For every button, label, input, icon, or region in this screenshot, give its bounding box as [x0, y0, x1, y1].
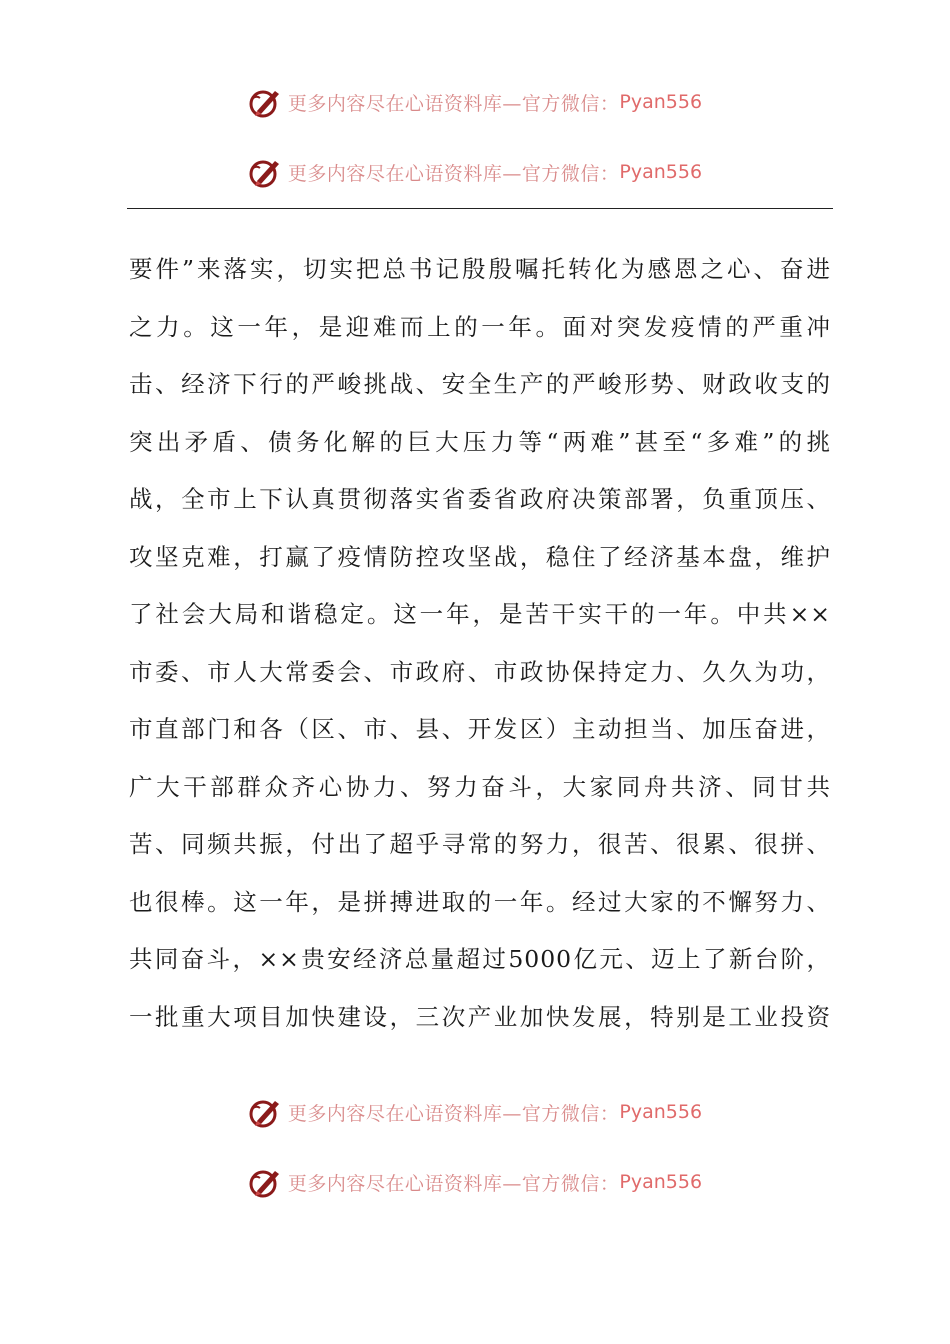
body-line: 共同奋斗，××贵安经济总量超过5000亿元、迈上了新台阶， — [129, 945, 831, 973]
banner-text: 更多内容尽在心语资料库—官方微信： — [287, 92, 620, 115]
banner-wechat-id: Pyan556 — [619, 161, 703, 183]
banner-wechat-id: Pyan556 — [619, 1171, 703, 1193]
body-line: 市委、市人大常委会、市政府、市政协保持定力、久久为功， — [129, 657, 831, 686]
body-line: 之力。这一年，是迎难而上的一年。面对突发疫情的严重冲 — [129, 312, 831, 341]
body-line: 市直部门和各（区、市、县、开发区）主动担当、加压奋进， — [129, 715, 831, 743]
pen-logo-icon — [248, 85, 282, 119]
pen-logo-icon — [248, 1095, 282, 1129]
pen-logo-icon — [248, 155, 282, 189]
body-line: 苦、同频共振，付出了超乎寻常的努力，很苦、很累、很拼、 — [129, 830, 831, 858]
body-line: 要件”来落实，切实把总书记殷殷嘱托转化为感恩之心、奋进 — [129, 255, 831, 283]
body-line: 广大干部群众齐心协力、努力奋斗，大家同舟共济、同甘共 — [129, 772, 831, 801]
pen-logo-icon — [248, 1165, 282, 1199]
header-banner-1 — [0, 82, 950, 122]
body-line: 击、经济下行的严峻挑战、安全生产的严峻形势、财政收支的 — [129, 370, 831, 398]
footer-banner-1 — [0, 1092, 950, 1132]
body-line: 战，全市上下认真贯彻落实省委省政府决策部署，负重顶压、 — [129, 485, 831, 513]
body-line: 也很棒。这一年，是拼搏进取的一年。经过大家的不懈努力、 — [129, 887, 831, 916]
header-banner-2 — [0, 152, 950, 192]
banner-text: 更多内容尽在心语资料库—官方微信： — [287, 1102, 620, 1125]
body-line: 一批重大项目加快建设，三次产业加快发展，特别是工业投资 — [129, 1002, 831, 1031]
footer-banner-2 — [0, 1162, 950, 1202]
header-divider — [127, 208, 833, 209]
body-line: 攻坚克难，打赢了疫情防控攻坚战，稳住了经济基本盘，维护 — [129, 542, 831, 571]
banner-text: 更多内容尽在心语资料库—官方微信： — [287, 1172, 620, 1195]
document-body — [129, 241, 831, 1046]
banner-wechat-id: Pyan556 — [619, 1101, 703, 1123]
banner-wechat-id: Pyan556 — [619, 91, 703, 113]
banner-text: 更多内容尽在心语资料库—官方微信： — [287, 162, 620, 185]
body-line: 突出矛盾、债务化解的巨大压力等“两难”甚至“多难”的挑 — [129, 427, 831, 456]
body-line: 了社会大局和谐稳定。这一年，是苦干实干的一年。中共×× — [129, 600, 831, 628]
